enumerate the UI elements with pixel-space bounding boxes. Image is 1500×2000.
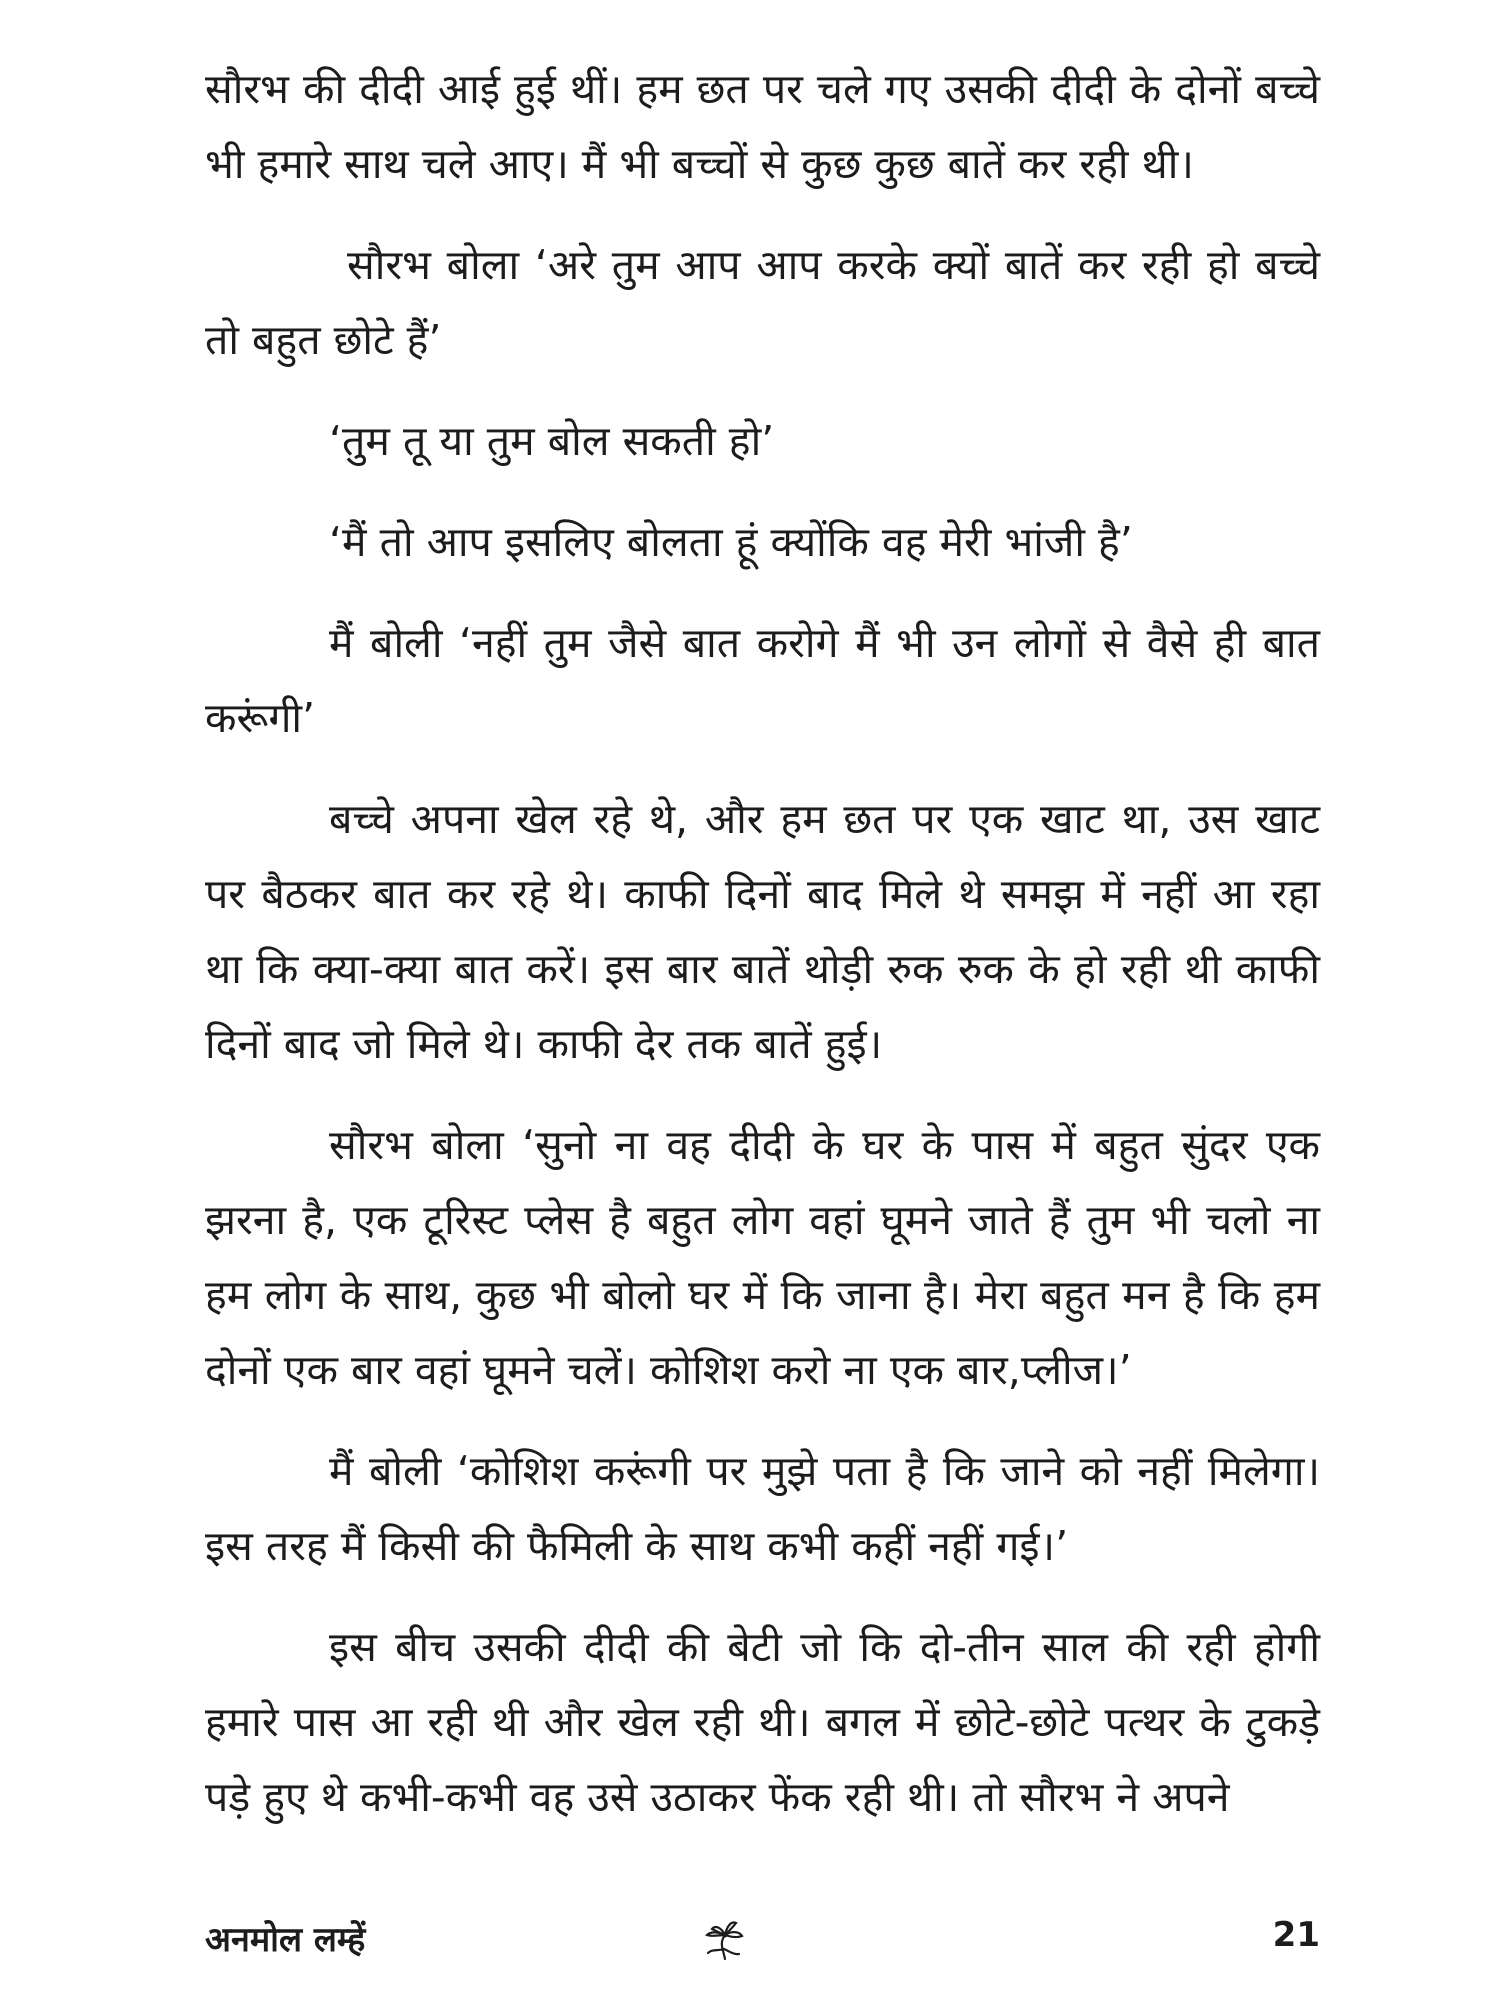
- paragraph-6: बच्चे अपना खेल रहे थे, और हम छत पर एक खाट था, उस खाट पर बैठकर बात कर रहे थे। काफी दिनों बाद मिले थे समझ में नहीं आ रहा था कि क्या-क्या बात करें। इस बार बातें थोड़ी रुक रुक के हो रही थी काफी दिनों बाद जो मिले थे। काफी देर तक बातें हुई।: [205, 795, 1320, 1068]
- paragraph-5: मैं बोली ‘नहीं तुम जैसे बात करोगे मैं भी उन लोगों से वैसे ही बात करूंगी’: [205, 619, 1320, 742]
- page-footer: [205, 1915, 1320, 1975]
- body-text: [205, 52, 1320, 1861]
- flower-ornament-icon: [695, 1909, 755, 1969]
- paragraph-1: सौरभ की दीदी आई हुई थीं। हम छत पर चले गए उसकी दीदी के दोनों बच्चे भी हमारे साथ चले आए। मैं भी बच्चों से कुछ कुछ बातें कर रही थी।: [205, 65, 1320, 188]
- paragraph-2: सौरभ बोला ‘अरे तुम आप आप करके क्यों बातें कर रही हो बच्चे तो बहुत छोटे हैं’: [205, 241, 1320, 364]
- paragraph-3: ‘तुम तू या तुम बोल सकती हो’: [329, 417, 775, 465]
- page-number: 21: [1272, 1915, 1320, 1955]
- paragraph-7: सौरभ बोला ‘सुनो ना वह दीदी के घर के पास में बहुत सुंदर एक झरना है, एक टूरिस्ट प्लेस है बहुत लोग वहां घूमने जाते हैं तुम भी चलो ना हम लोग के साथ, कुछ भी बोलो घर में कि जाना है। मेरा बहुत मन है कि हम दोनों एक बार वहां घूमने चलें। कोशिश करो ना एक बार,प्लीज।’: [205, 1121, 1320, 1394]
- paragraph-8: मैं बोली ‘कोशिश करूंगी पर मुझे पता है कि जाने को नहीं मिलेगा। इस तरह मैं किसी की फैमिली के साथ कभी कहीं नहीं गई।’: [205, 1447, 1320, 1570]
- paragraph-4: ‘मैं तो आप इसलिए बोलता हूं क्योंकि वह मेरी भांजी है’: [329, 518, 1133, 566]
- book-title: अनमोल लम्हें: [205, 1920, 366, 1960]
- paragraph-9: इस बीच उसकी दीदी की बेटी जो कि दो-तीन साल की रही होगी हमारे पास आ रही थी और खेल रही थी। बगल में छोटे-छोटे पत्थर के टुकड़े पड़े हुए थे कभी-कभी वह उसे उठाकर फेंक रही थी। तो सौरभ ने अपने: [205, 1623, 1320, 1821]
